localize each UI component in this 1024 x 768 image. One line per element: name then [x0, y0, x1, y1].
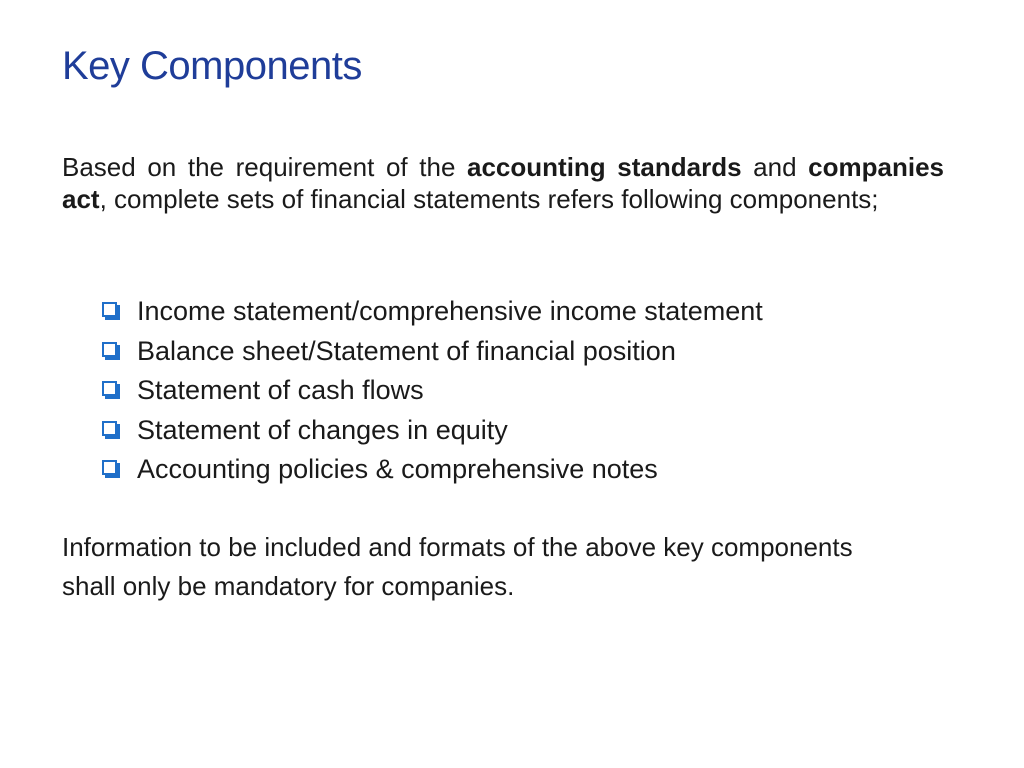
list-item — [102, 371, 763, 411]
list-item — [102, 292, 763, 332]
components-list — [102, 292, 763, 490]
checkbox-bullet-icon — [102, 302, 117, 317]
list-item — [102, 450, 763, 490]
slide-title: Key Components — [62, 44, 362, 88]
intro-bold-companies-act: companies act — [62, 152, 944, 214]
list-item-label: Balance sheet/Statement of financial position — [137, 335, 676, 366]
intro-bold-accounting-standards: accounting standards — [467, 152, 742, 182]
checkbox-bullet-icon — [102, 342, 117, 357]
checkbox-bullet-icon — [102, 421, 117, 436]
intro-text-2: and — [741, 152, 809, 182]
closing-paragraph: Information to be included and formats of the above key components shall only be mandatory for companies. — [62, 532, 853, 601]
list-item-label: Accounting policies & comprehensive notes — [137, 454, 658, 485]
list-item-label: Statement of changes in equity — [137, 414, 508, 445]
list-item-label: Income statement/comprehensive income statement — [137, 296, 763, 327]
checkbox-bullet-icon — [102, 460, 117, 475]
list-item — [102, 332, 763, 372]
intro-paragraph — [62, 152, 944, 215]
intro-text-1: Based on the requirement of the — [62, 152, 468, 182]
checkbox-bullet-icon — [102, 381, 117, 396]
list-item-label: Statement of cash flows — [137, 375, 424, 406]
list-item — [102, 411, 763, 451]
intro-text-3: , complete sets of financial statements refers following components; — [99, 183, 879, 214]
